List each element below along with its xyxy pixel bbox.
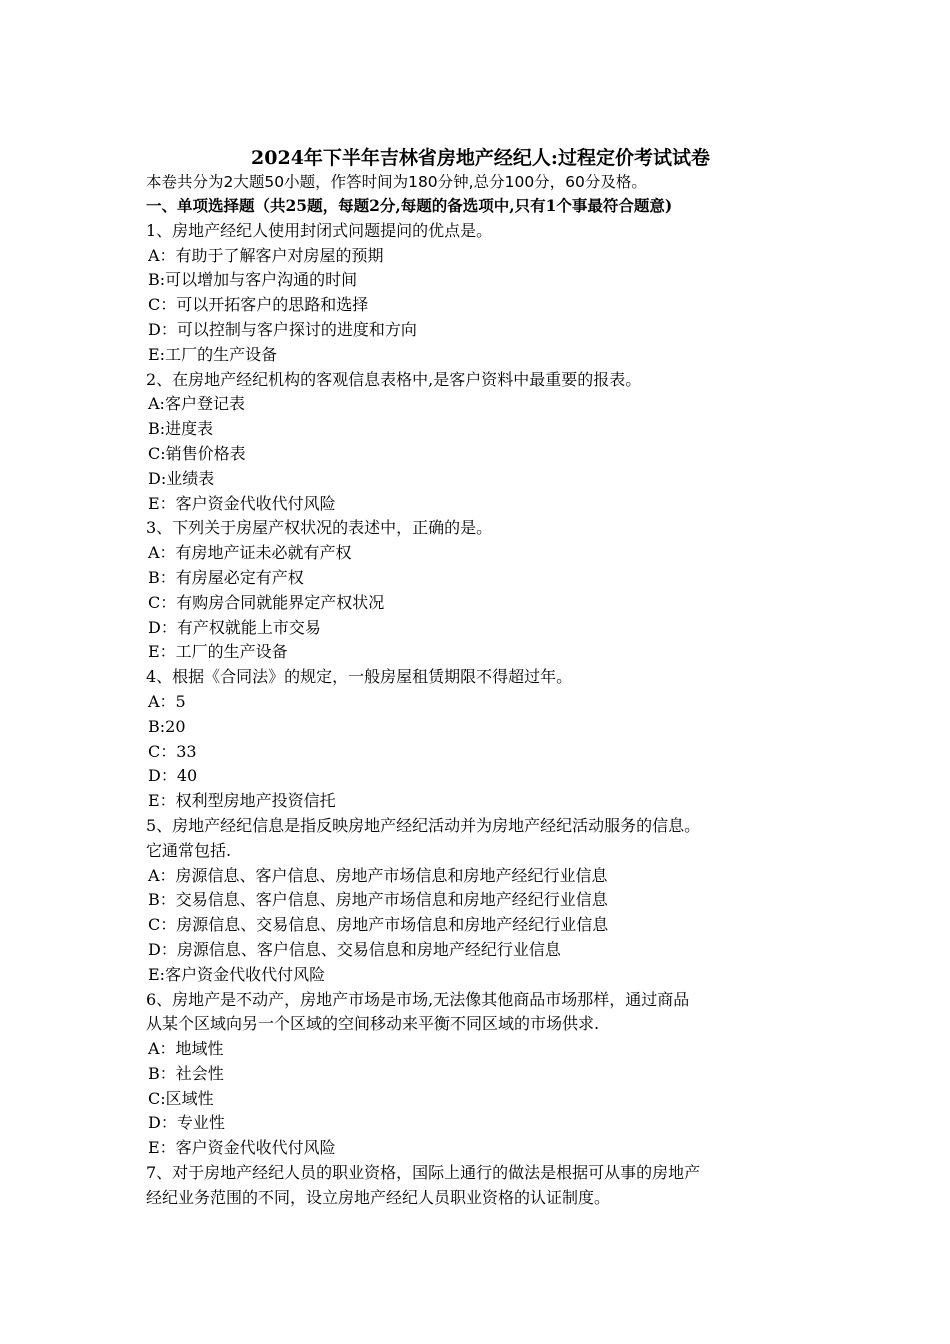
option-a: A：5 (148, 691, 186, 711)
question-stem: 2、在房地产经纪机构的客观信息表格中,是客户资料中最重要的报表。 (146, 369, 642, 389)
question-stem: 6、房地产是不动产，房地产市场是市场,无法像其他商品市场那样，通过商品 (146, 989, 690, 1009)
question-5 (146, 814, 811, 988)
option-b: B:20 (148, 716, 186, 736)
option-d: D：房源信息、客户信息、交易信息和房地产经纪行业信息 (148, 939, 561, 959)
option-c: C：房源信息、交易信息、房地产市场信息和房地产经纪行业信息 (148, 915, 609, 935)
option-c: C:销售价格表 (148, 443, 246, 463)
question-stem: 5、房地产经纪信息是指反映房地产经纪活动并为房地产经纪活动服务的信息。 (146, 815, 701, 835)
question-stem: 1、房地产经纪人使用封闭式问题提问的优点是。 (146, 220, 493, 240)
question-1 (146, 219, 811, 368)
option-b: B：交易信息、客户信息、房地产市场信息和房地产经纪行业信息 (148, 890, 608, 910)
question-stem: 4、根据《合同法》的规定，一般房屋租赁期限不得超过年。 (146, 667, 573, 687)
option-d: D:业绩表 (148, 468, 215, 488)
option-c: C:区域性 (148, 1088, 214, 1108)
option-e: E：客户资金代收代付风险 (148, 493, 336, 513)
exam-intro: 本卷共分为2大题50小题，作答时间为180分钟,总分100分，60分及格。 (146, 173, 647, 191)
question-stem-cont: 从某个区域向另一个区域的空间移动来平衡不同区域的市场供求. (146, 1014, 600, 1034)
question-4 (146, 665, 811, 814)
option-b: B：社会性 (148, 1063, 224, 1083)
option-c: C：33 (148, 741, 197, 761)
question-6 (146, 988, 811, 1162)
option-d: D：可以控制与客户探讨的进度和方向 (148, 319, 417, 339)
option-d: D：专业性 (148, 1113, 225, 1133)
option-a: A：有房地产证未必就有产权 (148, 543, 352, 563)
page-title: 2024年下半年吉林省房地产经纪人:过程定价考试试卷 (251, 147, 710, 169)
document-body (146, 146, 811, 1211)
option-a: A:客户登记表 (148, 394, 245, 414)
option-a: A：房源信息、客户信息、房地产市场信息和房地产经纪行业信息 (148, 865, 608, 885)
option-a: A：地域性 (148, 1039, 224, 1059)
question-stem-cont: 经纪业务范围的不同，设立房地产经纪人员职业资格的认证制度。 (146, 1187, 611, 1207)
option-e: E:工厂的生产设备 (148, 344, 278, 364)
question-stem: 7、对于房地产经纪人员的职业资格，国际上通行的做法是根据可从事的房地产 (146, 1163, 701, 1183)
option-e: E:客户资金代收代付风险 (148, 964, 326, 984)
option-a: A：有助于了解客户对房屋的预期 (148, 245, 384, 265)
option-e: E：权利型房地产投资信托 (148, 791, 336, 811)
question-stem-cont: 它通常包括. (146, 840, 232, 860)
option-b: B：有房屋必定有产权 (148, 567, 304, 587)
question-3 (146, 516, 811, 665)
question-7 (146, 1161, 811, 1211)
option-d: D：有产权就能上市交易 (148, 617, 321, 637)
section-heading: 一、单项选择题（共25题，每题2分,每题的备选项中,只有1个事最符合题意) (146, 196, 673, 215)
option-c: C：可以开拓客户的思路和选择 (148, 295, 369, 315)
question-2 (146, 368, 811, 517)
option-b: B:可以增加与客户沟通的时间 (148, 270, 358, 290)
option-e: E：工厂的生产设备 (148, 642, 288, 662)
option-e: E：客户资金代收代付风险 (148, 1138, 336, 1158)
question-stem: 3、下列关于房屋产权状况的表述中，正确的是。 (146, 518, 493, 538)
option-b: B:进度表 (148, 419, 214, 439)
option-c: C：有购房合同就能界定产权状况 (148, 592, 385, 612)
option-d: D：40 (148, 766, 198, 786)
